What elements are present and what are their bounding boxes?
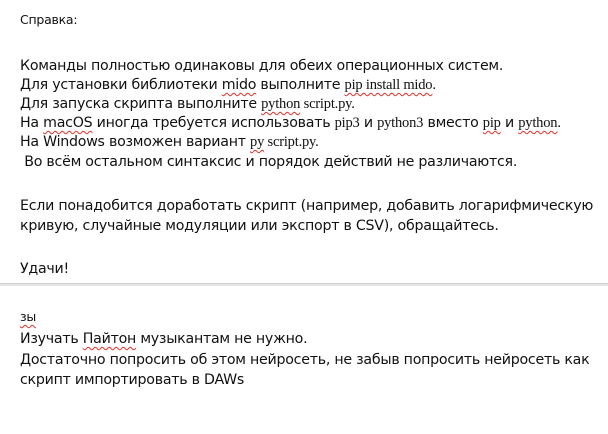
paragraph-line: Достаточно попросить об этом нейросеть, не забыв попросить нейросеть как <box>20 352 590 368</box>
misspelled-word: Пайтон <box>82 331 137 347</box>
heading: Справка: <box>20 12 78 27</box>
paragraph-line: Если понадобится доработать скрипт (например, добавить логарифмическую <box>20 198 594 214</box>
code-text: python <box>261 96 301 112</box>
paragraph-line: На Windows возможен вариант py script.py. <box>20 134 319 150</box>
document-page-2[interactable] <box>0 286 608 434</box>
closing-text: Удачи! <box>20 261 69 277</box>
paragraph-line: Во всём остальном синтаксис и порядок действий не различаются. <box>20 154 518 170</box>
paragraph-line: скрипт импортировать в DAWs <box>20 372 245 388</box>
misspelled-word: macOS <box>43 115 93 131</box>
paragraph-line: На macOS иногда требуется использовать pip3 и python3 вместо pip и python. <box>20 115 561 131</box>
paragraph-line: Для запуска скрипта выполните python script.py. <box>20 96 355 112</box>
misspelled-word: mido <box>221 77 257 93</box>
code-text: pip install mido <box>344 77 433 93</box>
paragraph-line: Изучать Пайтон музыкантам не нужно. <box>20 331 308 347</box>
paragraph-line: Команды полностью одинаковы для обеих операционных систем. <box>20 58 504 74</box>
paragraph-line: кривую, случайные модуляции или экспорт в CSV), обращайтесь. <box>20 218 499 234</box>
ps-label: зы <box>20 309 37 324</box>
paragraph-line: Для установки библиотеки mido выполните pip install mido. <box>20 77 436 93</box>
